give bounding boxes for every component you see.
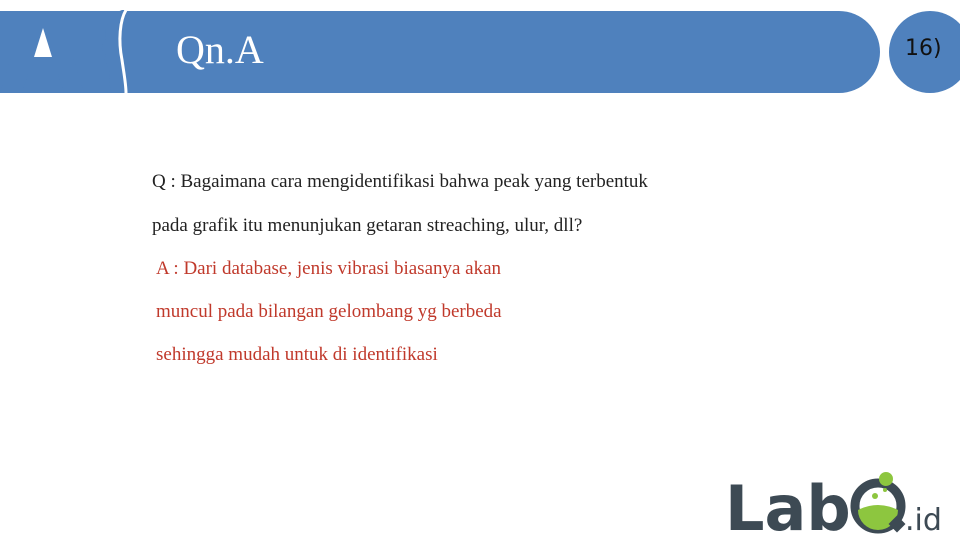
answer-line: sehingga mudah untuk di identifikasi (156, 344, 438, 365)
lab-logo-text: Lab (725, 472, 851, 540)
question-line: Q : Bagaimana cara mengidentifikasi bahwa peak yang terbentuk (152, 171, 648, 192)
answer-text (156, 247, 756, 376)
answer-line: muncul pada bilangan gelombang yg berbeda (156, 301, 502, 322)
page-title: Qn.A (176, 27, 264, 72)
question-line: pada grafik itu menunjukan getaran streaching, ulur, dll? (152, 215, 583, 236)
question-text (152, 160, 792, 248)
flask-icon (855, 472, 905, 532)
lab-logo-suffix: .id (905, 503, 942, 538)
answer-line: A : Dari database, jenis vibrasi biasanya akan (156, 258, 502, 279)
page-number: 16) (905, 36, 942, 61)
lab-id-logo (725, 466, 960, 540)
ai-logo-icon (0, 0, 140, 100)
